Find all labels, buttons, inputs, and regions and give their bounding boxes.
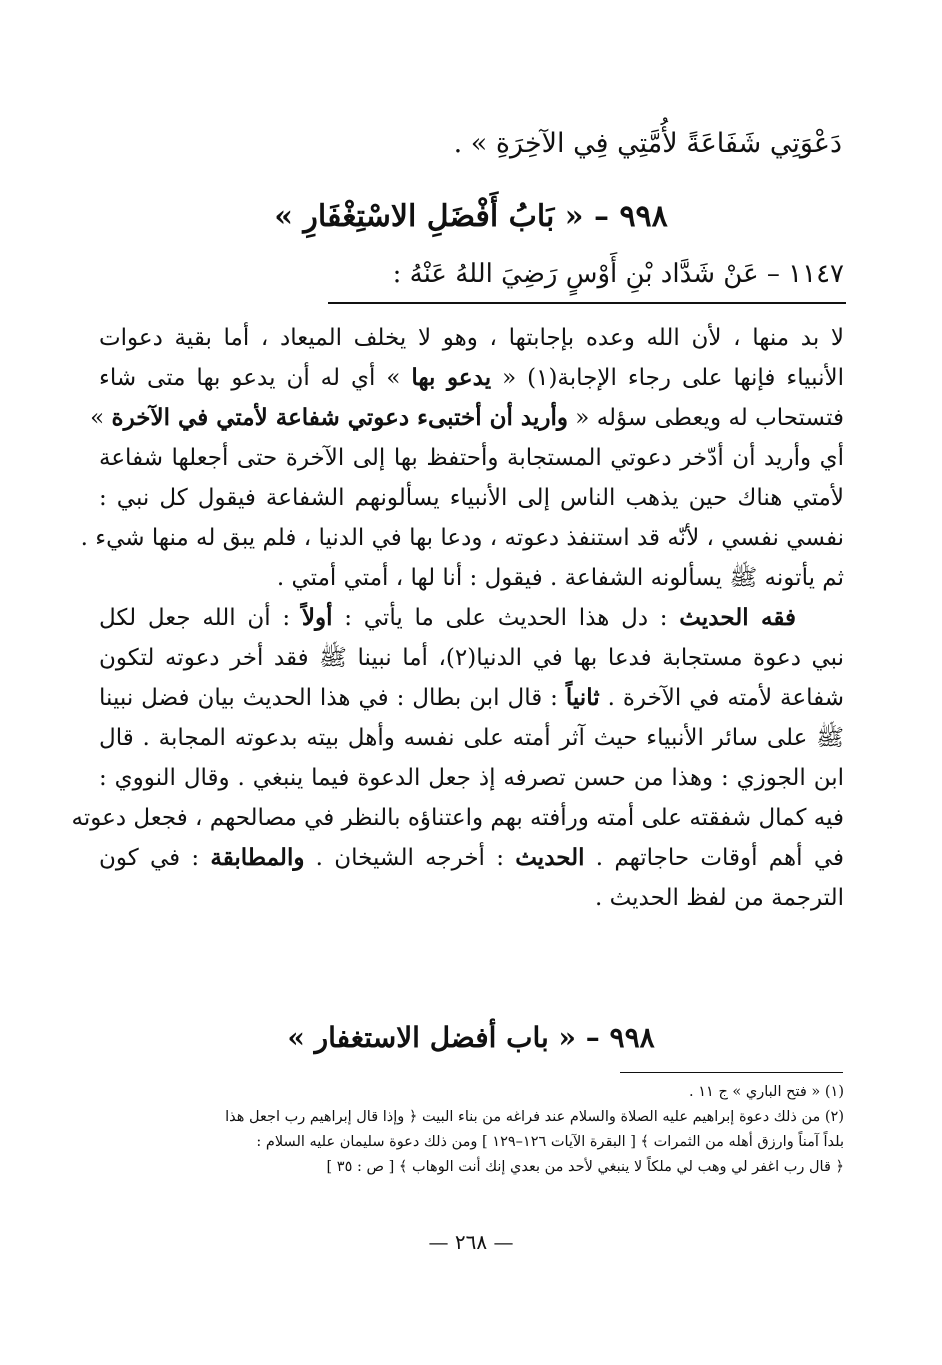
text-run: فيه كمال شفقته على أمته ورأفته بهم واعتناؤه بالنظر في مصالحهم ، فجعل دعوته	[71, 805, 844, 831]
body-line	[99, 478, 844, 518]
text-run: «	[491, 365, 528, 391]
text-run: » أي له أن يدعو بها متى شاء	[99, 365, 412, 391]
body-line	[99, 438, 844, 478]
text-run: أي وأريد أن أدّخر دعوتي المستجابة وأحتفظ بها إلى الآخرة حتى أجعلها شفاعة	[99, 445, 844, 471]
footnote-rule	[620, 1072, 843, 1073]
body-line	[99, 318, 844, 358]
bold-term: والمطابقة	[210, 844, 305, 871]
text-run: : في كون	[99, 845, 211, 871]
body-line	[99, 678, 844, 718]
text-run: : دل هذا الحديث على ما يأتي :	[332, 605, 680, 631]
text-run: »	[90, 405, 112, 431]
text-run: نبي دعوة مستجابة فدعا بها في الدنيا	[476, 645, 845, 671]
text-run: نفسي نفسي ، لأنّه قد استنفذ دعوته ، ودعا بها في الدنيا ، فلم يبق له منها شيء .	[80, 525, 844, 551]
hadith-rule	[328, 302, 846, 304]
footnote-line: ﴿ قال رب اغفر لي وهب لي ملكاً لا ينبغي لأحد من بعدي إنك أنت الوهاب ﴾ [ ص : ٣٥ ]	[326, 1159, 844, 1175]
body-line	[99, 758, 844, 798]
bold-term: أولاً	[301, 604, 333, 631]
text-run: شفاعة لأمته في الآخرة .	[599, 685, 844, 711]
text-run: الأنبياء فإنها على رجاء الإجابة	[557, 365, 844, 391]
text-run: الترجمة من لفظ الحديث .	[594, 885, 844, 911]
body-line	[99, 838, 844, 878]
text-run: لا بد منها ، لأن الله وعده بإجابتها ، وهو لا يخلف الميعاد ، أما بقية دعوات	[99, 325, 844, 351]
body-line	[80, 518, 844, 558]
page-number: — ٢٦٨ —	[428, 1230, 514, 1254]
text-run: ، أما نبينا ﷺ فقد أخر دعوته لتكون	[99, 645, 446, 671]
text-run: (١)	[527, 365, 558, 391]
text-run: ابن الجوزي : وهذا من حسن تصرفه إذ جعل الدعوة فيما ينبغي . وقال النووي :	[99, 765, 844, 791]
bottom-heading: ٩٩٨ – « باب أفضل الاستغفار »	[287, 1021, 655, 1054]
footnote-line: (١) « فتح الباري » ج ١١ .	[689, 1084, 844, 1100]
chapter-heading: ٩٩٨ – « بَابُ أَفْضَلِ الاسْتِغْفَارِ »	[274, 199, 668, 234]
text-run: : قال ابن بطال : في هذا الحديث بيان فضل نبينا	[99, 685, 566, 711]
body-line	[99, 358, 844, 398]
body-line	[99, 878, 844, 918]
body-line	[99, 558, 844, 598]
text-run: : أخرجه الشيخان .	[304, 845, 516, 871]
bold-term: يدعو بها	[411, 364, 492, 391]
body-line	[90, 398, 844, 438]
text-run: : أن الله جعل لكل	[99, 605, 302, 631]
hadith-intro: ١١٤٧ – عَنْ شَدَّاد بْنِ أَوْسٍ رَضِيَ اللهُ عَنْهُ :	[392, 259, 844, 289]
text-run: ثم يأتونه ﷺ يسألونه الشفاعة . فيقول : أنا لها ، أمتي أمتي .	[276, 565, 844, 591]
footnote-line: (٢) من ذلك دعوة إبراهيم عليه الصلاة والسلام عند فراغه من بناء البيت ﴿ وإذا قال إبراهيم رب اجعل هذا	[225, 1109, 844, 1125]
bold-term: وأريد أن أختبىء دعوتي شفاعة لأمتي في الآخرة	[111, 404, 568, 431]
footnote-line: بلداً آمناً وارزق أهله من الثمرات ﴾ [ البقرة الآيات ١٢٦–١٢٩ ] ومن ذلك دعوة سليمان عليه السلام :	[256, 1134, 844, 1150]
bold-term: الحديث	[515, 844, 585, 871]
bold-term: ثانياً	[565, 684, 600, 711]
continuation-line: دَعْوَتِي شَفَاعَةً لأُمَّتِي فِي الآخِرَةِ » .	[453, 128, 842, 159]
text-run: (٢)	[445, 645, 477, 671]
body-line	[99, 638, 844, 678]
body-line	[99, 598, 844, 638]
text-run: في أهم أوقات حاجاتهم .	[584, 845, 844, 871]
text-run: فتستحاب له ويعطى سؤله «	[568, 405, 844, 431]
bold-term: فقه الحديث	[679, 604, 796, 631]
body-line	[71, 798, 844, 838]
text-run: ﷺ على سائر الأنبياء حيث آثر أمته على نفسه وأهل بيته بدعوته المجابة . قال	[99, 725, 844, 751]
body-line	[99, 718, 844, 758]
text-run: لأمتي هناك حين يذهب الناس إلى الأنبياء يسألونهم الشفاعة فيقول كل نبي :	[99, 485, 844, 511]
